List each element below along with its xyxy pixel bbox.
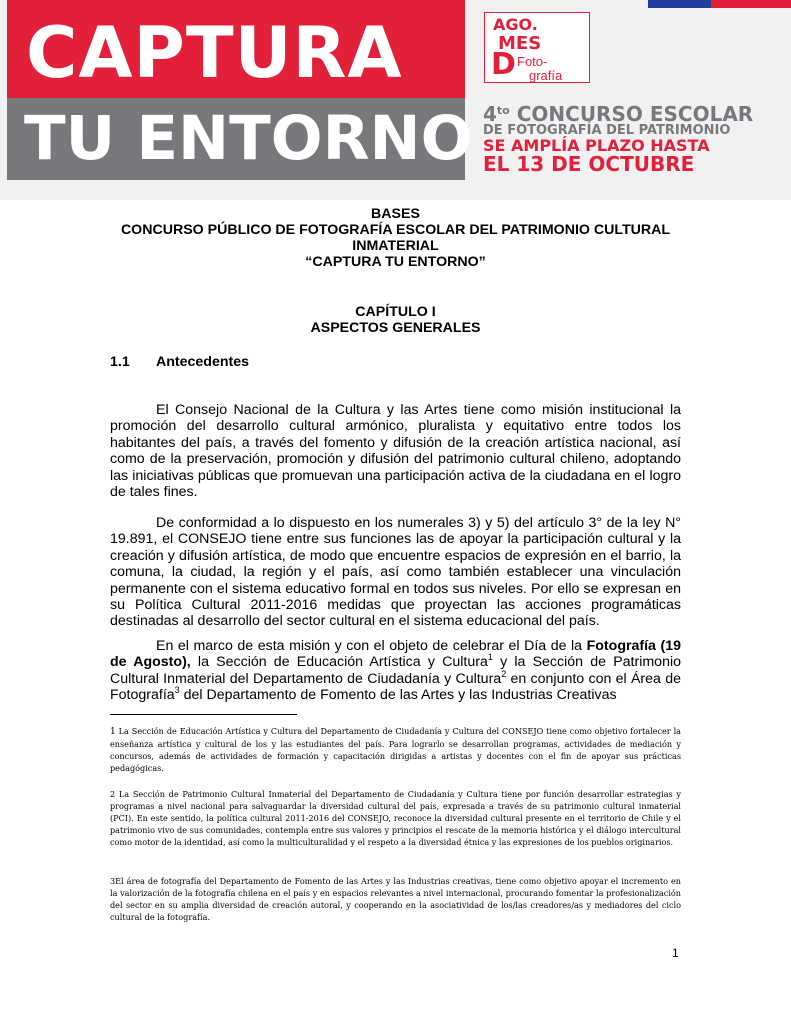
logo-text-grafia: grafía xyxy=(529,68,563,83)
agosto-mes-fotografia-logo xyxy=(484,12,590,83)
logo-text-d: D xyxy=(491,47,516,82)
footnote-1-number: 1 xyxy=(110,727,116,737)
flag-stripe-blue xyxy=(648,0,711,8)
contest-title-text: CONCURSO ESCOLAR xyxy=(516,102,754,126)
footnote-separator xyxy=(110,714,297,715)
section-title: Antecedentes xyxy=(156,354,250,370)
deadline-line2: EL 13 DE OCTUBRE xyxy=(483,152,695,176)
page-number: 1 xyxy=(672,946,679,960)
footnote-ref-2: 2 xyxy=(501,668,507,679)
contest-number: 4 xyxy=(483,102,497,126)
banner-title-line1: CAPTURA xyxy=(26,12,403,94)
document-heading-title: CONCURSO PÚBLICO DE FOTOGRAFÍA ESCOLAR DEL PATRIMONIO CULTURAL xyxy=(120,222,671,238)
deadline-line1: SE AMPLÍA PLAZO HASTA xyxy=(483,136,710,155)
paragraph-3-text-c: y la Sección de Patrimonio Cultural Inmaterial del Departamento de Ciudadanía y Cultura xyxy=(110,654,682,687)
section-number: 1.1 xyxy=(110,354,130,370)
logo-text-ago: AGO. xyxy=(493,15,538,34)
footnote-1-text: La Sección de Educación Artística y Cultura del Departamento de Ciudadanía y Cultura del CONSEJO tiene como objetivo fortalecer la enseñanza artística y cultural de los y las estudiantes del país. Para lograrlo se desarrollan programas, actividades de mediación y concursos, además de actividades de formación y capacitación dirigidas a artistas y docentes con el fin de apoyar sus prácticas pedagógicas. xyxy=(110,726,681,773)
paragraph-3-text-a: En el marco de esta misión y con el objeto de celebrar el Día de la xyxy=(156,638,587,654)
paragraph-1 xyxy=(110,402,681,500)
footnote-1 xyxy=(110,725,681,774)
paragraph-3-text-d: en conjunto con el Área de Fotografía xyxy=(110,670,681,704)
paragraph-2 xyxy=(110,515,681,630)
flag-stripe-red xyxy=(711,0,791,8)
chapter-title: ASPECTOS GENERALES xyxy=(310,320,481,336)
document-heading-title-cont: INMATERIAL xyxy=(352,238,439,254)
paragraph-3 xyxy=(110,638,681,704)
paragraph-3-text-e: del Departamento de Fomento de las Artes y las Industrias Creativas xyxy=(179,687,617,704)
document-heading-contest-name: “CAPTURA TU ENTORNO” xyxy=(305,254,486,270)
banner-title-line2: TU ENTORNO xyxy=(24,103,473,174)
paragraph-3-text-b: la Sección de Educación Artística y Cultura xyxy=(190,654,488,671)
footnote-ref-1: 1 xyxy=(487,652,493,663)
contest-banner xyxy=(0,0,791,200)
paragraph-1-text: El Consejo Nacional de la Cultura y las Artes tiene como misión institucional la promoción del desarrollo cultural armónico, pluralista y equitativo entre todos los habitantes del país, a través del fomento y difusión de la creación artística nacional, así como de la preservación, promoción y difusión del patrimonio cultural chileno, adoptando las iniciativas públicas que promuevan una participación activa de la ciudadana en el logro de tales fines. xyxy=(110,402,681,501)
footnote-2: 2 La Sección de Patrimonio Cultural Inmaterial del Departamento de Ciudadanía y Cultura tiene por función desarrollar estrategias y programas a nivel nacional para salvaguardar la diversidad cultural del país, expresada a través de su patrimonio cultural inmaterial (PCI). En este sentido, la política cultural 2011-2016 del CONSEJO, reconoce la diversidad cultural presente en el territorio de Chile y el patrimonio vivo de sus comunidades, contempla entre sus valores y principios el rescate de la memoria histórica y el diálogo intercultural como motor de la identidad, así como la multiculturalidad y el respeto a la diversidad étnica y las expresiones de los pueblos originarios. xyxy=(110,789,681,847)
paragraph-3-bold-date: Fotografía (19 de Agosto), xyxy=(110,638,681,671)
paragraph-2-text: De conformidad a lo dispuesto en los numerales 3) y 5) del artículo 3° de la ley N° 19.891, el CONSEJO tiene entre sus funciones las de apoyar la participación cultural y la creación y difusión artística, de modo que encuentre espacios de expresión en el barrio, la comuna, la ciudad, la región y el país, así como también establecer una vinculación permanente con el sistema educativo formal en todos sus niveles. Por ello se expresan en su Política Cultural 2011-2016 medidas que proyectan las acciones programáticas destinadas al desarrollo del sector cultural en el sistema educacional del país. xyxy=(110,515,681,630)
contest-number-suffix: to xyxy=(496,104,510,117)
contest-title xyxy=(483,100,753,125)
logo-text-mes: MES xyxy=(498,33,542,54)
logo-text-foto: Foto- xyxy=(517,54,548,69)
section-heading xyxy=(110,354,249,370)
footnote-3: 3El área de fotografía del Departamento de Fomento de las Artes y las Industrias creativas, tiene como objetivo apoyar el incremento en la valorización de la fotografía chilena en el país y en espacios relevantes a nivel internacional, procurando fomentar la profesionalización del sector en su amplia diversidad de creación autoral, y cooperando en la asociatividad de los/las creadores/as y mediadores del ciclo cultural de la fotografía. xyxy=(110,876,681,922)
chapter-number: CAPÍTULO I xyxy=(355,304,436,320)
contest-subtitle: DE FOTOGRAFÍA DEL PATRIMONIO xyxy=(483,123,731,138)
document-heading-bases: BASES xyxy=(371,206,420,222)
footnote-ref-3: 3 xyxy=(174,685,180,696)
